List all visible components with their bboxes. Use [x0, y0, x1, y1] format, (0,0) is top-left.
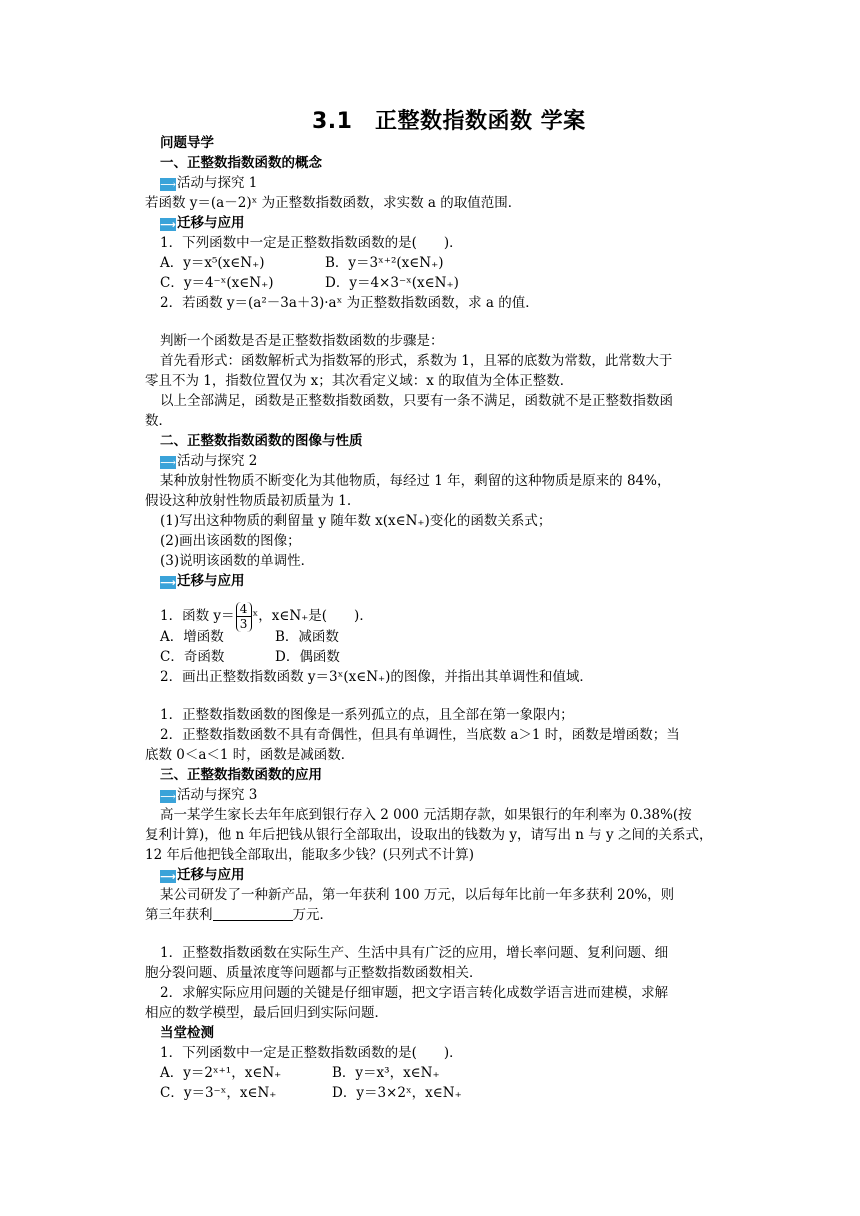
arrow-marker-icon: ⟶	[160, 456, 176, 469]
transfer-heading: ⟶迁移与应用	[160, 215, 245, 231]
options-row	[160, 1084, 462, 1102]
text-line: 某种放射性物质不断变化为其他物质，每经过 1 年，剩留的这种物质是原来的 84%，	[160, 473, 671, 489]
option-c: C．y＝3⁻ˣ，x∈N₊	[160, 1085, 277, 1101]
text-line: 2．正整数指数函数不具有奇偶性，但具有单调性，当底数 a＞1 时，函数是增函数；当	[160, 727, 680, 743]
option-a: A．y＝2ˣ⁺¹，x∈N₊	[160, 1065, 282, 1081]
transfer-heading: ⟶迁移与应用	[160, 867, 245, 883]
text-line: 某公司研发了一种新产品，第一年获利 100 万元，以后每年比前一年多获利 20%，则	[160, 887, 675, 903]
activity-heading-3: ⟶活动与探究 3	[160, 787, 258, 803]
text-line: 零且不为 1，指数位置仅为 x；其次看定义域：x 的取值为全体正整数．	[145, 373, 574, 389]
option-b: B．y＝3ˣ⁺²(x∈N₊)	[325, 255, 444, 271]
fill-blank-line: 第三年获利 万元．	[145, 907, 333, 923]
page-title: 3.1 正整数指数函数 学案	[312, 109, 586, 134]
section-heading-3: 三、正整数指数函数的应用	[160, 767, 322, 783]
question-line: 2．画出正整数指数函数 y＝3ˣ(x∈N₊)的图像，并指出其单调性和值域．	[160, 669, 593, 685]
transfer-heading: ⟶迁移与应用	[160, 573, 245, 589]
section-label-check: 当堂检测	[160, 1025, 214, 1041]
arrow-marker-icon: ⟶	[160, 178, 176, 191]
arrow-marker-icon: ⟶	[160, 870, 176, 883]
text-line: 1．正整数指数函数的图像是一系列孤立的点，且全部在第一象限内；	[160, 707, 574, 723]
section-heading-2: 二、正整数指数函数的图像与性质	[160, 433, 363, 449]
arrow-marker-icon: ⟶	[160, 790, 176, 803]
answer-blank[interactable]	[213, 908, 293, 921]
options-row	[160, 274, 459, 292]
options-row	[160, 254, 443, 272]
option-d: D．y＝3×2ˣ，x∈N₊	[332, 1085, 462, 1101]
text-line: 以上全部满足，函数是正整数指数函数，只要有一条不满足，函数就不是正整数指数函	[160, 393, 673, 409]
option-b: B．减函数	[275, 629, 339, 645]
text-line: 底数 0＜a＜1 时，函数是减函数．	[145, 747, 355, 763]
fraction: $\frac{4}{3}$	[236, 602, 252, 632]
text-line: 若函数 y＝(a－2)ˣ 为正整数指数函数，求实数 a 的取值范围．	[145, 195, 522, 211]
text-line: (1)写出这种物质的剩留量 y 随年数 x(x∈N₊)变化的函数关系式；	[160, 513, 552, 529]
option-c: C．y＝4⁻ˣ(x∈N₊)	[160, 275, 274, 291]
text-line: (2)画出该函数的图像；	[160, 533, 301, 549]
arrow-marker-icon: ⟶	[160, 576, 176, 589]
text-line: (3)说明该函数的单调性．	[160, 553, 315, 569]
text-line: 胞分裂问题、质量浓度等问题都与正整数指数函数相关．	[145, 965, 483, 981]
activity-heading-1: ⟶活动与探究 1	[160, 175, 258, 191]
options-row	[160, 1064, 440, 1082]
question-line: 1．下列函数中一定是正整数指数函数的是( )．	[160, 235, 463, 251]
option-d: D．y＝4×3⁻ˣ(x∈N₊)	[325, 275, 459, 291]
text-line: 高一某学生家长去年年底到银行存入 2 000 元活期存款，如果银行的年利率为 0.38%(按	[160, 807, 692, 823]
activity-heading-2: ⟶活动与探究 2	[160, 453, 258, 469]
option-a: A．y＝x⁵(x∈N₊)	[160, 255, 265, 271]
text-line: 复利计算)，他 n 年后把钱从银行全部取出，设取出的钱数为 y，请写出 n 与 y 之间的关系式，	[145, 827, 713, 843]
text-line: 2．求解实际应用问题的关键是仔细审题，把文字语言转化成数学语言进而建模，求解	[160, 985, 669, 1001]
options-row	[160, 628, 339, 646]
text-line: 12 年后他把钱全部取出，能取多少钱？(只列式不计算)	[145, 847, 475, 863]
question-line-fraction: 1．函数 y＝ $\frac{4}{3}$ ˣ，x∈N₊是( )．	[160, 601, 373, 631]
arrow-marker-icon: ⟶	[160, 218, 176, 231]
option-a: A．增函数	[160, 629, 224, 645]
options-row	[160, 648, 340, 666]
option-b: B．y＝x³，x∈N₊	[332, 1065, 440, 1081]
question-line: 2．若函数 y＝(a²－3a＋3)·aˣ 为正整数指数函数，求 a 的值．	[160, 295, 539, 311]
text-line: 数．	[145, 413, 172, 429]
text-line: 判断一个函数是否是正整数指数函数的步骤是：	[160, 333, 444, 349]
text-line: 首先看形式：函数解析式为指数幂的形式，系数为 1，且幂的底数为常数，此常数大于	[160, 353, 673, 369]
section-label-guide: 问题导学	[160, 135, 214, 151]
text-line: 相应的数学模型，最后回归到实际问题．	[145, 1005, 388, 1021]
text-line: 1．正整数指数函数在实际生产、生活中具有广泛的应用，增长率问题、复利问题、细	[160, 945, 669, 961]
text-line: 假设这种放射性物质最初质量为 1.	[145, 493, 352, 509]
option-c: C．奇函数	[160, 649, 225, 665]
option-d: D．偶函数	[275, 649, 340, 665]
question-line: 1．下列函数中一定是正整数指数函数的是( )．	[160, 1045, 463, 1061]
section-heading-1: 一、正整数指数函数的概念	[160, 155, 322, 171]
